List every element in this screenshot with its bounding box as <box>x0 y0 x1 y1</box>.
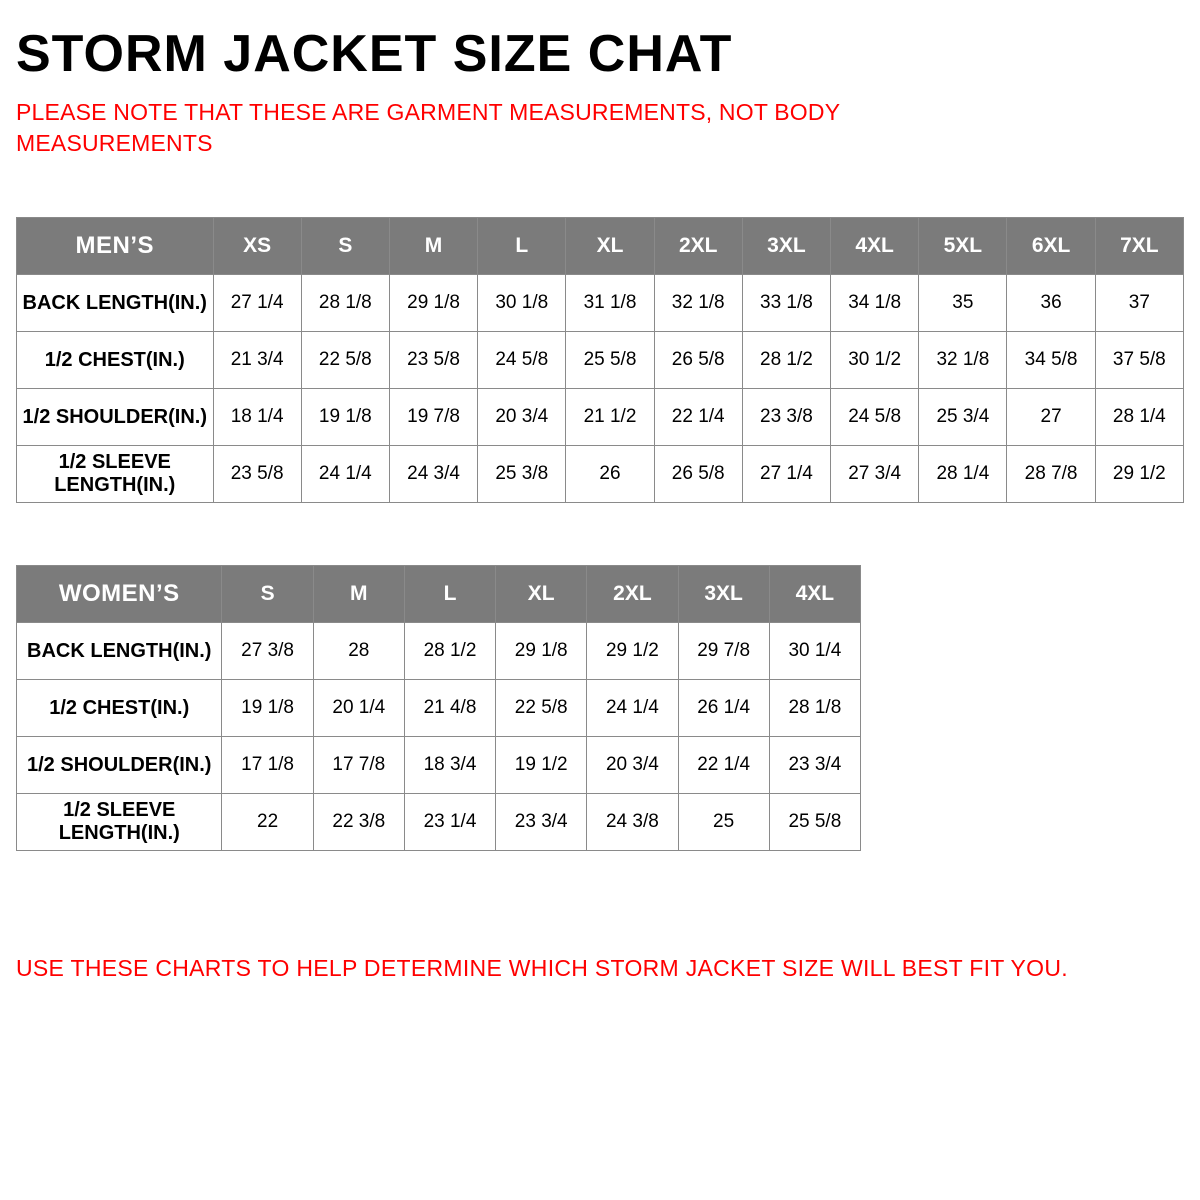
mens-cell: 18 1/4 <box>213 389 301 446</box>
womens-size-header: M <box>313 566 404 623</box>
womens-cell: 29 1/8 <box>496 623 587 680</box>
table-row <box>17 794 861 851</box>
mens-cell: 28 1/4 <box>1095 389 1183 446</box>
mens-cell: 19 7/8 <box>389 389 477 446</box>
table-row <box>17 680 861 737</box>
mens-cell: 29 1/2 <box>1095 446 1183 503</box>
mens-size-header: 4XL <box>831 218 919 275</box>
womens-cell: 19 1/2 <box>496 737 587 794</box>
womens-cell: 18 3/4 <box>404 737 495 794</box>
mens-size-header: 6XL <box>1007 218 1095 275</box>
womens-cell: 23 3/4 <box>769 737 860 794</box>
womens-cell: 29 7/8 <box>678 623 769 680</box>
mens-cell: 37 5/8 <box>1095 332 1183 389</box>
mens-cell: 28 1/4 <box>919 446 1007 503</box>
womens-cell: 22 5/8 <box>496 680 587 737</box>
mens-cell: 27 3/4 <box>831 446 919 503</box>
page-title: STORM JACKET SIZE CHAT <box>16 25 733 83</box>
mens-cell: 36 <box>1007 275 1095 332</box>
measurement-note: PLEASE NOTE THAT THESE ARE GARMENT MEASUREMENTS, NOT BODY MEASUREMENTS <box>16 99 840 157</box>
mens-row-label: 1/2 SLEEVE LENGTH(IN.) <box>17 446 214 503</box>
mens-cell: 30 1/2 <box>831 332 919 389</box>
mens-row-label: BACK LENGTH(IN.) <box>17 275 214 332</box>
womens-cell: 27 3/8 <box>222 623 313 680</box>
womens-row-label: 1/2 SLEEVE LENGTH(IN.) <box>17 794 222 851</box>
mens-cell: 26 <box>566 446 654 503</box>
mens-cell: 27 1/4 <box>742 446 830 503</box>
mens-cell: 19 1/8 <box>301 389 389 446</box>
womens-cell: 26 1/4 <box>678 680 769 737</box>
mens-cell: 32 1/8 <box>654 275 742 332</box>
mens-cell: 23 5/8 <box>389 332 477 389</box>
mens-row-label: 1/2 SHOULDER(IN.) <box>17 389 214 446</box>
mens-cell: 24 3/4 <box>389 446 477 503</box>
mens-cell: 23 3/8 <box>742 389 830 446</box>
womens-cell: 28 1/8 <box>769 680 860 737</box>
womens-cell: 24 3/8 <box>587 794 678 851</box>
mens-cell: 26 5/8 <box>654 446 742 503</box>
mens-size-header: 2XL <box>654 218 742 275</box>
mens-size-header: M <box>389 218 477 275</box>
table-row <box>17 737 861 794</box>
mens-table-header-row <box>17 218 1184 275</box>
womens-cell: 23 3/4 <box>496 794 587 851</box>
womens-row-label: 1/2 SHOULDER(IN.) <box>17 737 222 794</box>
mens-size-header: 7XL <box>1095 218 1183 275</box>
mens-cell: 34 1/8 <box>831 275 919 332</box>
mens-size-header: L <box>478 218 566 275</box>
mens-cell: 28 7/8 <box>1007 446 1095 503</box>
mens-cell: 24 5/8 <box>478 332 566 389</box>
womens-cell: 29 1/2 <box>587 623 678 680</box>
womens-cell: 20 3/4 <box>587 737 678 794</box>
mens-cell: 33 1/8 <box>742 275 830 332</box>
mens-size-header: XS <box>213 218 301 275</box>
womens-cell: 24 1/4 <box>587 680 678 737</box>
womens-cell: 22 3/8 <box>313 794 404 851</box>
womens-cell: 20 1/4 <box>313 680 404 737</box>
mens-cell: 22 5/8 <box>301 332 389 389</box>
mens-cell: 35 <box>919 275 1007 332</box>
womens-cell: 22 <box>222 794 313 851</box>
womens-row-label: BACK LENGTH(IN.) <box>17 623 222 680</box>
mens-cell: 27 1/4 <box>213 275 301 332</box>
womens-cell: 28 <box>313 623 404 680</box>
table-row <box>17 332 1184 389</box>
womens-cell: 25 <box>678 794 769 851</box>
mens-cell: 25 3/4 <box>919 389 1007 446</box>
mens-cell: 34 5/8 <box>1007 332 1095 389</box>
mens-cell: 21 1/2 <box>566 389 654 446</box>
mens-cell: 32 1/8 <box>919 332 1007 389</box>
mens-cell: 37 <box>1095 275 1183 332</box>
mens-table-corner-label: MEN’S <box>17 218 214 275</box>
womens-cell: 25 5/8 <box>769 794 860 851</box>
mens-cell: 30 1/8 <box>478 275 566 332</box>
mens-cell: 24 5/8 <box>831 389 919 446</box>
womens-size-header: XL <box>496 566 587 623</box>
mens-cell: 25 5/8 <box>566 332 654 389</box>
mens-cell: 21 3/4 <box>213 332 301 389</box>
womens-cell: 21 4/8 <box>404 680 495 737</box>
womens-size-header: 3XL <box>678 566 769 623</box>
womens-cell: 19 1/8 <box>222 680 313 737</box>
mens-cell: 28 1/8 <box>301 275 389 332</box>
mens-cell: 24 1/4 <box>301 446 389 503</box>
mens-cell: 25 3/8 <box>478 446 566 503</box>
mens-size-table <box>16 217 1184 503</box>
mens-cell: 31 1/8 <box>566 275 654 332</box>
mens-size-header: S <box>301 218 389 275</box>
womens-row-label: 1/2 CHEST(IN.) <box>17 680 222 737</box>
womens-size-header: 2XL <box>587 566 678 623</box>
mens-cell: 20 3/4 <box>478 389 566 446</box>
womens-cell: 17 1/8 <box>222 737 313 794</box>
womens-size-header: S <box>222 566 313 623</box>
womens-cell: 30 1/4 <box>769 623 860 680</box>
mens-row-label: 1/2 CHEST(IN.) <box>17 332 214 389</box>
mens-cell: 28 1/2 <box>742 332 830 389</box>
mens-cell: 29 1/8 <box>389 275 477 332</box>
womens-table-header-row <box>17 566 861 623</box>
mens-size-header: 5XL <box>919 218 1007 275</box>
womens-size-header: 4XL <box>769 566 860 623</box>
womens-cell: 23 1/4 <box>404 794 495 851</box>
footer-note: USE THESE CHARTS TO HELP DETERMINE WHICH STORM JACKET SIZE WILL BEST FIT YOU. <box>16 955 1068 982</box>
mens-size-header: XL <box>566 218 654 275</box>
table-row <box>17 275 1184 332</box>
womens-cell: 17 7/8 <box>313 737 404 794</box>
table-row <box>17 389 1184 446</box>
womens-cell: 28 1/2 <box>404 623 495 680</box>
mens-cell: 22 1/4 <box>654 389 742 446</box>
womens-table-corner-label: WOMEN’S <box>17 566 222 623</box>
womens-cell: 22 1/4 <box>678 737 769 794</box>
womens-size-header: L <box>404 566 495 623</box>
mens-cell: 26 5/8 <box>654 332 742 389</box>
table-row <box>17 446 1184 503</box>
womens-size-table <box>16 565 861 851</box>
table-row <box>17 623 861 680</box>
mens-cell: 23 5/8 <box>213 446 301 503</box>
mens-cell: 27 <box>1007 389 1095 446</box>
mens-size-header: 3XL <box>742 218 830 275</box>
